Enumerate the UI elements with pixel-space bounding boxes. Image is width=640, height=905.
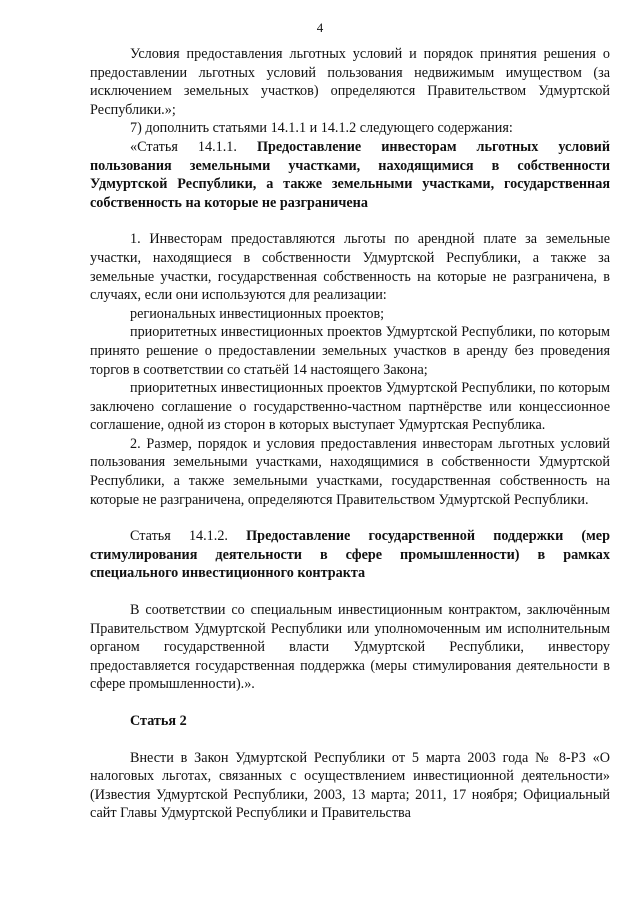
article-14-1-1-prefix: «Статья 14.1.1. — [130, 138, 257, 155]
paragraph-item-7: 7) дополнить статьями 14.1.1 и 14.1.2 следующего содержания: — [130, 120, 513, 137]
paragraph-2: 2. Размер, порядок и условия предоставления инвесторам льготных условий пользования земельными участками, находящимися в собственности Удмуртской Республики, а также земельными участками, государственная собственность на которые не разграничена, определяются Правительством Удмуртской Республики. — [90, 435, 610, 508]
paragraph-special-contract: В соответствии со специальным инвестиционным контрактом, заключённым Правительством Удмуртской Республики или уполномоченным им исполнительным органом государственной власти Удмуртской Республики, инвестору предоставляется государственная поддержка (меры стимулирования деятельности в сфере промышленности).». — [90, 602, 610, 693]
page-number: 4 — [316, 20, 324, 35]
article-14-1-1-heading — [90, 138, 610, 212]
paragraph-article-2: Внести в Закон Удмуртской Республики от 5 марта 2003 года № 8-РЗ «О налоговых льготах, связанных с осуществлением инвестиционной деятельности» (Известия Удмуртской Республики, 2003, 13 марта; 2011, 17 ноября; Официальный сайт Главы Удмуртской Республики и Правительства — [90, 749, 610, 822]
article-14-1-2-prefix: Статья 14.1.2. — [130, 528, 247, 545]
document-body — [90, 45, 610, 823]
article-2-heading: Статья 2 — [130, 713, 187, 729]
paragraph-conditions: Условия предоставления льготных условий и порядок принятия решения о предоставлении льготных условий пользования недвижимым имуществом (за исключением земельных участков) определяются Правительством Удмуртской Республики.»; — [90, 46, 610, 118]
article-14-1-2-heading — [90, 527, 610, 583]
paragraph-regional-projects: региональных инвестиционных проектов; — [130, 305, 385, 322]
article-14-1-2-title: Предоставление государственной поддержки (мер стимулирования деятельности в сфере промышленности) в рамках специального инвестиционного контракта — [90, 528, 610, 582]
article-14-1-1-title: Предоставление инвесторам льготных условий пользования земельными участками, находящимися в собственности Удмуртской Республики, а также земельными участками, государственная собственность на которые не разграничена — [90, 138, 610, 211]
paragraph-1: 1. Инвесторам предоставляются льготы по арендной плате за земельные участки, находящиеся в собственности Удмуртской Республики, а также за земельные участки, государственная собственность на которые не разграничена, в случаях, если они используются для реализации: — [90, 231, 610, 304]
paragraph-priority-projects-1: приоритетных инвестиционных проектов Удмуртской Республики, по которым принято решение о предоставлении земельных участков в аренду без проведения торгов в соответствии со статьёй 14 настоящего Закона; — [90, 324, 610, 378]
paragraph-priority-projects-2: приоритетных инвестиционных проектов Удмуртской Республики, по которым заключено соглашение о государственно-частном партнёрстве или концессионное соглашение, одной из сторон в которых выступает Удмуртская Республика. — [90, 380, 610, 434]
